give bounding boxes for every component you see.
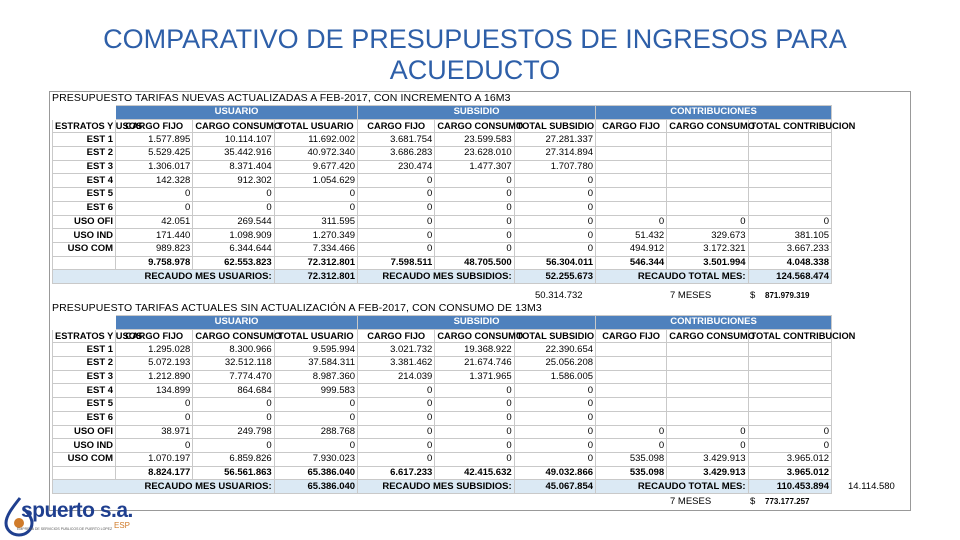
table-cell: 9.677.420 [274,160,357,174]
table-cell [667,411,748,425]
table-cell [667,160,748,174]
column-header: CARGO FIJO [596,119,667,133]
table-cell: 0 [193,188,274,202]
table-cell: 1.306.017 [116,160,193,174]
table-cell: 0 [435,439,514,453]
table-cell: 142.328 [116,174,193,188]
table-row [53,343,832,357]
group-header-row [53,106,832,120]
group-header: CONTRIBUCIONES [596,316,832,330]
table-cell: 21.674.746 [435,357,514,371]
total-cell: 56.561.863 [193,466,274,480]
table-cell: 5.072.193 [116,357,193,371]
table-cell: 1.054.629 [274,174,357,188]
table-cell: 230.474 [358,160,435,174]
total-cell: 8.824.177 [116,466,193,480]
column-header: TOTAL CONTRIBUCION [748,329,831,343]
table-row [53,174,832,188]
row-label: EST 4 [53,384,116,398]
table-cell: 1.586.005 [514,370,595,384]
logo-text: spuerto s.a. [21,499,133,522]
table-cell: 134.899 [116,384,193,398]
total-cell: 546.344 [596,256,667,270]
table-cell: 27.281.337 [514,133,595,147]
table-cell [596,201,667,215]
table1-meses-currency: $ [750,290,756,301]
table-cell: 8.987.360 [274,370,357,384]
table-cell: 9.595.994 [274,343,357,357]
table-cell: 7.930.023 [274,452,357,466]
table-cell: 22.390.654 [514,343,595,357]
table-cell: 494.912 [596,242,667,256]
table-cell [596,188,667,202]
table-cell [748,343,831,357]
table-cell [596,384,667,398]
table-cell: 3.172.321 [667,242,748,256]
table-cell: 0 [667,215,748,229]
column-header: TOTAL SUBSIDIO [514,329,595,343]
table-cell [667,370,748,384]
column-header: CARGO FIJO [116,329,193,343]
column-header-row [53,329,832,343]
table-cell [596,133,667,147]
table-cell: 25.056.208 [514,357,595,371]
table-cell: 0 [116,411,193,425]
table-cell: 38.971 [116,425,193,439]
table-cell [748,188,831,202]
total-cell: 48.705.500 [435,256,514,270]
table-cell: 0 [358,201,435,215]
group-header: USUARIO [116,106,358,120]
table-cell: 0 [435,398,514,412]
table-row [53,398,832,412]
table-cell: 989.823 [116,242,193,256]
table-cell: 0 [358,411,435,425]
table-cell: 0 [116,188,193,202]
total-cell [53,466,116,480]
table-cell: 0 [514,398,595,412]
table-cell: 3.429.913 [667,452,748,466]
table-cell: 0 [358,215,435,229]
table-cell [748,370,831,384]
table-cell: 23.599.583 [435,133,514,147]
group-header: CONTRIBUCIONES [596,106,832,120]
table-cell [667,147,748,161]
table-cell: 10.114.107 [193,133,274,147]
table-cell: 0 [435,425,514,439]
table-row [53,215,832,229]
table-cell: 0 [435,411,514,425]
table-cell: 0 [514,384,595,398]
column-header: CARGO FIJO [358,119,435,133]
table1-heading: PRESUPUESTO TARIFAS NUEVAS ACTUALIZADAS A FEB-2017, CON INCREMENTO A 16M3 [52,92,511,104]
table-cell: 381.105 [748,229,831,243]
table-cell: 864.684 [193,384,274,398]
table-cell: 42.051 [116,215,193,229]
table-cell: 0 [358,242,435,256]
table-cell: 0 [748,425,831,439]
table-cell: 7.774.470 [193,370,274,384]
group-header: SUBSIDIO [358,106,596,120]
table-cell [596,160,667,174]
table-cell: 329.673 [667,229,748,243]
total-cell: 42.415.632 [435,466,514,480]
table-row [53,452,832,466]
table-cell: 0 [435,188,514,202]
table-cell: 0 [435,229,514,243]
table-cell: 0 [514,201,595,215]
table-row [53,357,832,371]
recaudo-total-value: 110.453.894 [748,480,831,494]
column-header: CARGO CONSUMO [435,119,514,133]
recaudo-subsidios-label: RECAUDO MES SUBSIDIOS: [358,270,515,284]
table-cell: 0 [435,174,514,188]
row-label: EST 3 [53,370,116,384]
row-label: USO OFI [53,215,116,229]
table-cell: 1.295.028 [116,343,193,357]
table-row [53,133,832,147]
table-cell: 3.686.283 [358,147,435,161]
column-header: TOTAL USUARIO [274,329,357,343]
table-cell: 0 [274,188,357,202]
table-tarifas-actuales [52,315,856,494]
table-cell: 5.529.425 [116,147,193,161]
table-cell [748,147,831,161]
table-cell: 0 [193,398,274,412]
table-cell: 0 [358,188,435,202]
table-row [53,425,832,439]
table-row [53,242,832,256]
table-cell: 269.544 [193,215,274,229]
table-cell [748,160,831,174]
table-row [53,188,832,202]
recaudo-usuarios-value: 72.312.801 [274,270,357,284]
column-header: CARGO FIJO [116,119,193,133]
logo-esp: ESP [114,521,131,530]
column-header: CARGO CONSUMO [667,329,748,343]
recaudo-total-value: 124.568.474 [748,270,831,284]
column-header: CARGO CONSUMO [193,119,274,133]
table-cell: 912.302 [193,174,274,188]
table-cell: 0 [514,242,595,256]
table-cell: 0 [274,201,357,215]
table-row [53,411,832,425]
total-cell: 7.598.511 [358,256,435,270]
table-cell: 1.212.890 [116,370,193,384]
table-cell: 0 [667,439,748,453]
group-header: USUARIO [116,316,358,330]
table-cell: 6.859.826 [193,452,274,466]
table-cell: 0 [596,439,667,453]
table-cell: 0 [116,439,193,453]
table-row [53,147,832,161]
page-title: COMPARATIVO DE PRESUPUESTOS DE INGRESOS PARA ACUEDUCTO [103,24,847,85]
total-cell: 6.617.233 [358,466,435,480]
total-cell: 4.048.338 [748,256,831,270]
total-cell [53,256,116,270]
table-row [53,201,832,215]
column-header-row [53,119,832,133]
table-cell [667,384,748,398]
table-cell: 27.314.894 [514,147,595,161]
table-cell: 0 [514,174,595,188]
table-cell: 32.512.118 [193,357,274,371]
row-label: EST 1 [53,133,116,147]
table-cell: 3.681.754 [358,133,435,147]
row-label: EST 6 [53,411,116,425]
table-cell: 1.098.909 [193,229,274,243]
group-header: SUBSIDIO [358,316,596,330]
total-cell: 535.098 [596,466,667,480]
row-label: EST 2 [53,147,116,161]
table-cell: 0 [514,411,595,425]
table-cell: 288.768 [274,425,357,439]
totals-row [53,466,832,480]
table2-side-value: 14.114.580 [848,481,895,492]
recaudo-usuarios-value: 65.386.040 [274,480,357,494]
recaudo-total-label: RECAUDO TOTAL MES: [596,270,749,284]
row-label: EST 2 [53,357,116,371]
spreadsheet-image [49,91,911,511]
table-cell: 35.442.916 [193,147,274,161]
column-header: CARGO CONSUMO [435,329,514,343]
group-header-blank [53,316,116,330]
row-label: EST 3 [53,160,116,174]
row-label: USO IND [53,439,116,453]
row-label: USO COM [53,242,116,256]
table-cell [596,343,667,357]
recaudo-total-label: RECAUDO TOTAL MES: [596,480,749,494]
table-cell: 0 [358,174,435,188]
row-label: EST 5 [53,398,116,412]
column-header: CARGO FIJO [358,329,435,343]
table-row [53,370,832,384]
table-row [53,439,832,453]
table-cell [667,398,748,412]
table-cell: 0 [358,452,435,466]
column-header: CARGO CONSUMO [193,329,274,343]
total-cell: 49.032.866 [514,466,595,480]
row-label: EST 6 [53,201,116,215]
table-cell [667,201,748,215]
column-header: ESTRATOS Y USOS [53,119,116,133]
table-cell: 0 [514,452,595,466]
table2-meses-label: 7 MESES [670,496,712,507]
column-header: TOTAL CONTRIBUCION [748,119,831,133]
table-cell [596,147,667,161]
recaudo-row [53,480,832,494]
table-cell: 19.368.922 [435,343,514,357]
table1-meses-label: 7 MESES [670,290,712,301]
column-header: TOTAL SUBSIDIO [514,119,595,133]
table-cell: 1.477.307 [435,160,514,174]
row-label: USO IND [53,229,116,243]
table-cell [748,411,831,425]
recaudo-subsidios-value: 52.255.673 [514,270,595,284]
table-cell: 1.371.965 [435,370,514,384]
table2-meses-currency: $ [750,496,756,507]
table-cell: 51.432 [596,229,667,243]
table-cell [748,174,831,188]
table-tarifas-nuevas [52,105,856,284]
table-cell: 11.692.002 [274,133,357,147]
table-cell: 214.039 [358,370,435,384]
total-cell: 62.553.823 [193,256,274,270]
total-cell: 3.429.913 [667,466,748,480]
table-cell: 0 [116,201,193,215]
total-cell: 3.501.994 [667,256,748,270]
column-header: CARGO CONSUMO [667,119,748,133]
table-cell [596,398,667,412]
table-cell: 0 [596,215,667,229]
table-cell: 0 [274,439,357,453]
totals-row [53,256,832,270]
table-cell: 0 [514,439,595,453]
table-cell [667,343,748,357]
table-cell: 311.595 [274,215,357,229]
table-cell: 0 [435,215,514,229]
group-header-blank [53,106,116,120]
table-cell: 0 [514,425,595,439]
table-cell: 8.371.404 [193,160,274,174]
table-cell [596,357,667,371]
table-cell: 249.798 [193,425,274,439]
table-cell: 0 [435,452,514,466]
table2-meses-value: 773.177.257 [765,497,810,506]
table-cell [667,174,748,188]
table-cell [596,174,667,188]
table-cell: 0 [193,439,274,453]
table-cell: 8.300.966 [193,343,274,357]
table-cell [748,398,831,412]
table1-extra-value: 50.314.732 [535,290,583,301]
total-cell: 65.386.040 [274,466,357,480]
total-cell: 3.965.012 [748,466,831,480]
table-cell: 0 [435,201,514,215]
table-cell: 7.334.466 [274,242,357,256]
recaudo-usuarios-label: RECAUDO MES USUARIOS: [53,480,275,494]
total-cell: 72.312.801 [274,256,357,270]
table-cell: 0 [358,439,435,453]
row-label: EST 4 [53,174,116,188]
table-cell: 3.965.012 [748,452,831,466]
table-cell: 0 [193,411,274,425]
row-label: USO OFI [53,425,116,439]
recaudo-subsidios-label: RECAUDO MES SUBSIDIOS: [358,480,515,494]
table-cell: 3.021.732 [358,343,435,357]
table-cell: 999.583 [274,384,357,398]
table1-meses-value: 871.979.319 [765,291,810,300]
table-cell [667,133,748,147]
group-header-row [53,316,832,330]
table-cell: 40.972.340 [274,147,357,161]
recaudo-subsidios-value: 45.067.854 [514,480,595,494]
table-cell [748,133,831,147]
recaudo-row [53,270,832,284]
table-cell: 37.584.311 [274,357,357,371]
table-cell [667,188,748,202]
table-cell: 0 [193,201,274,215]
table2-heading: PRESUPUESTO TARIFAS ACTUALES SIN ACTUALIZACIÓN A FEB-2017, CON CONSUMO DE 13M3 [52,302,542,314]
table-cell [667,357,748,371]
table-cell [748,357,831,371]
column-header: CARGO FIJO [596,329,667,343]
table-cell: 0 [274,411,357,425]
table-cell: 0 [435,384,514,398]
table-cell: 0 [514,229,595,243]
table-cell: 1.707.780 [514,160,595,174]
table-row [53,160,832,174]
row-label: EST 5 [53,188,116,202]
table-cell: 0 [748,215,831,229]
table-cell: 0 [358,398,435,412]
table-row [53,384,832,398]
table-cell: 171.440 [116,229,193,243]
table-cell [748,384,831,398]
company-logo [4,496,144,538]
table-cell: 6.344.644 [193,242,274,256]
row-label: USO COM [53,452,116,466]
table-cell: 0 [667,425,748,439]
table-cell: 3.381.462 [358,357,435,371]
row-label: EST 1 [53,343,116,357]
table-cell: 0 [358,384,435,398]
table-cell: 0 [116,398,193,412]
table-cell: 0 [358,229,435,243]
table-cell [596,411,667,425]
table-cell [748,201,831,215]
table-cell: 1.577.895 [116,133,193,147]
table-cell: 1.270.349 [274,229,357,243]
table-cell: 0 [514,215,595,229]
column-header: ESTRATOS Y USOS [53,329,116,343]
table-cell: 0 [274,398,357,412]
table-cell: 0 [748,439,831,453]
table-cell: 23.628.010 [435,147,514,161]
total-cell: 9.758.978 [116,256,193,270]
table-cell: 3.667.233 [748,242,831,256]
total-cell: 56.304.011 [514,256,595,270]
table-cell: 0 [435,242,514,256]
table-cell: 535.098 [596,452,667,466]
table-cell: 1.070.197 [116,452,193,466]
table-cell: 0 [358,425,435,439]
table-cell: 0 [514,188,595,202]
recaudo-usuarios-label: RECAUDO MES USUARIOS: [53,270,275,284]
logo-tagline: EMPRESA DE SERVICIOS PUBLICOS DE PUERTO LOPEZ [17,527,113,531]
column-header: TOTAL USUARIO [274,119,357,133]
table-cell [596,370,667,384]
table-row [53,229,832,243]
table-cell: 0 [596,425,667,439]
